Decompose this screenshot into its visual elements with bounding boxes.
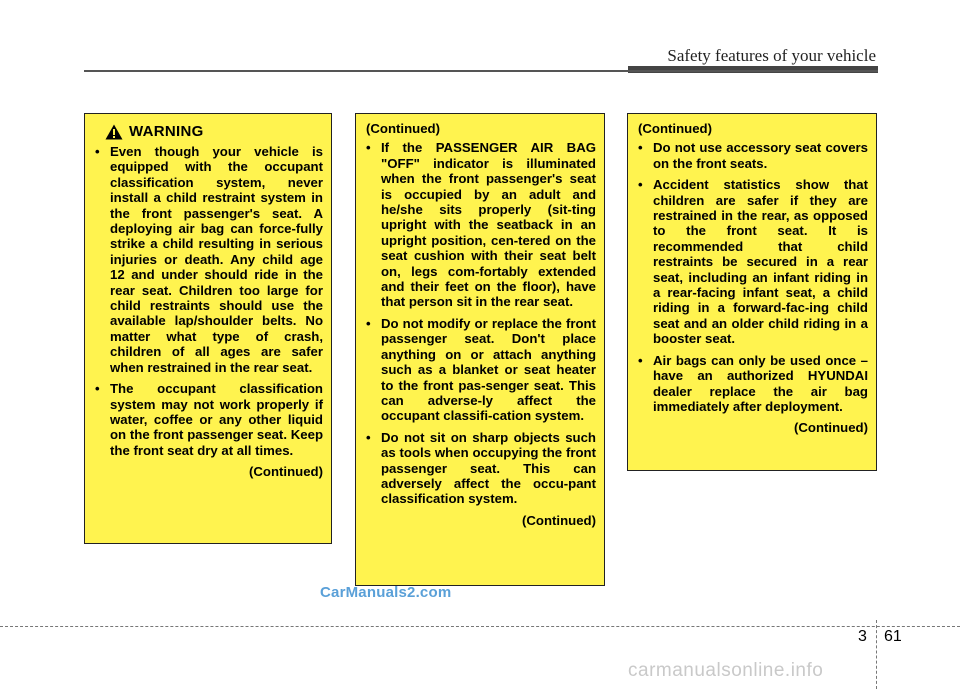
warning-item bbox=[366, 140, 596, 309]
warning-item-text: If the PASSENGER AIR BAG "OFF" indicator is illuminated when the front passenger's seat is occupied by an adult and he/she sits properly (sit-ting upright with the seatback in an upright position, cen-tered on the seat cushion with their seat belt on, legs com-fortably extended and their feet on the floor), have that person sit in the rear seat. bbox=[381, 140, 596, 310]
bullet-icon: • bbox=[638, 140, 643, 156]
bullet-icon: • bbox=[95, 144, 100, 159]
warning-box-continued bbox=[627, 113, 877, 471]
footer-rule bbox=[0, 626, 960, 627]
warning-heading-label: WARNING bbox=[129, 123, 204, 141]
warning-box bbox=[84, 113, 332, 544]
bullet-icon: • bbox=[366, 315, 371, 331]
continued-heading: (Continued) bbox=[366, 121, 440, 136]
bullet-icon: • bbox=[638, 352, 643, 368]
warning-item-text: Do not modify or replace the front passenger seat. Don't place anything on or attach anything such as a blanket or seat heater to the front pas-senger seat. This can adverse-ly affect the occupant classifi-cation system. bbox=[381, 315, 596, 424]
warning-item bbox=[638, 140, 868, 171]
warning-item bbox=[638, 177, 868, 346]
continued-label: (Continued) bbox=[522, 512, 596, 528]
watermark-footer: carmanualsonline.info bbox=[628, 660, 824, 681]
page-header-title: Safety features of your vehicle bbox=[667, 46, 876, 65]
page-number: 61 bbox=[884, 628, 902, 645]
bullet-icon: • bbox=[366, 429, 371, 445]
warning-item bbox=[366, 316, 596, 424]
bullet-icon: • bbox=[95, 381, 100, 397]
watermark-link[interactable]: CarManuals2.com bbox=[320, 584, 452, 601]
warning-item bbox=[366, 430, 596, 507]
page-number-divider bbox=[876, 620, 877, 689]
warning-item bbox=[95, 144, 323, 375]
warning-triangle-icon bbox=[105, 124, 123, 140]
warning-item-text: Do not sit on sharp objects such as tools when occupying the front passenger seat. This can adversely affect the occu-pant classification system. bbox=[381, 429, 596, 507]
warning-box-continued bbox=[355, 113, 605, 586]
continued-label: (Continued) bbox=[249, 464, 323, 480]
warning-item bbox=[95, 381, 323, 458]
warning-item bbox=[638, 353, 868, 415]
chapter-number: 3 bbox=[858, 628, 867, 645]
warning-item-text: Air bags can only be used once – have an authorized HYUNDAI dealer replace the air bag immediately after deployment. bbox=[653, 352, 868, 414]
continued-heading: (Continued) bbox=[638, 121, 712, 136]
warning-item-text: Accident statistics show that children are safer if they are restrained in the rear, as opposed to the front seat. It is recommended that child restraints be secured in a rear seat, including an infant riding in a rear-facing infant seat, a child riding in a forward-fac-ing child seat and an older child riding in a booster seat. bbox=[653, 177, 868, 347]
header-rule bbox=[84, 70, 878, 72]
bullet-icon: • bbox=[638, 177, 643, 193]
bullet-icon: • bbox=[366, 140, 371, 156]
warning-item-text: Even though your vehicle is equipped with the occupant classification system, never install a child restraint system in the front passenger's seat. A deploying air bag can force-fully strike a child resulting in serious injuries or death. Any child age 12 and under should ride in the rear seat. Children too large for child restraints should use the available lap/shoulder belts. No matter what type of crash, children of all ages are safer when restrained in the rear seat. bbox=[110, 144, 323, 375]
warning-heading bbox=[105, 124, 323, 140]
continued-label: (Continued) bbox=[794, 420, 868, 436]
warning-item-text: The occupant classification system may not work properly if water, coffee or any other liquid on the front passenger seat. Keep the front seat dry at all times. bbox=[110, 381, 323, 458]
warning-item-text: Do not use accessory seat covers on the front seats. bbox=[653, 140, 868, 171]
